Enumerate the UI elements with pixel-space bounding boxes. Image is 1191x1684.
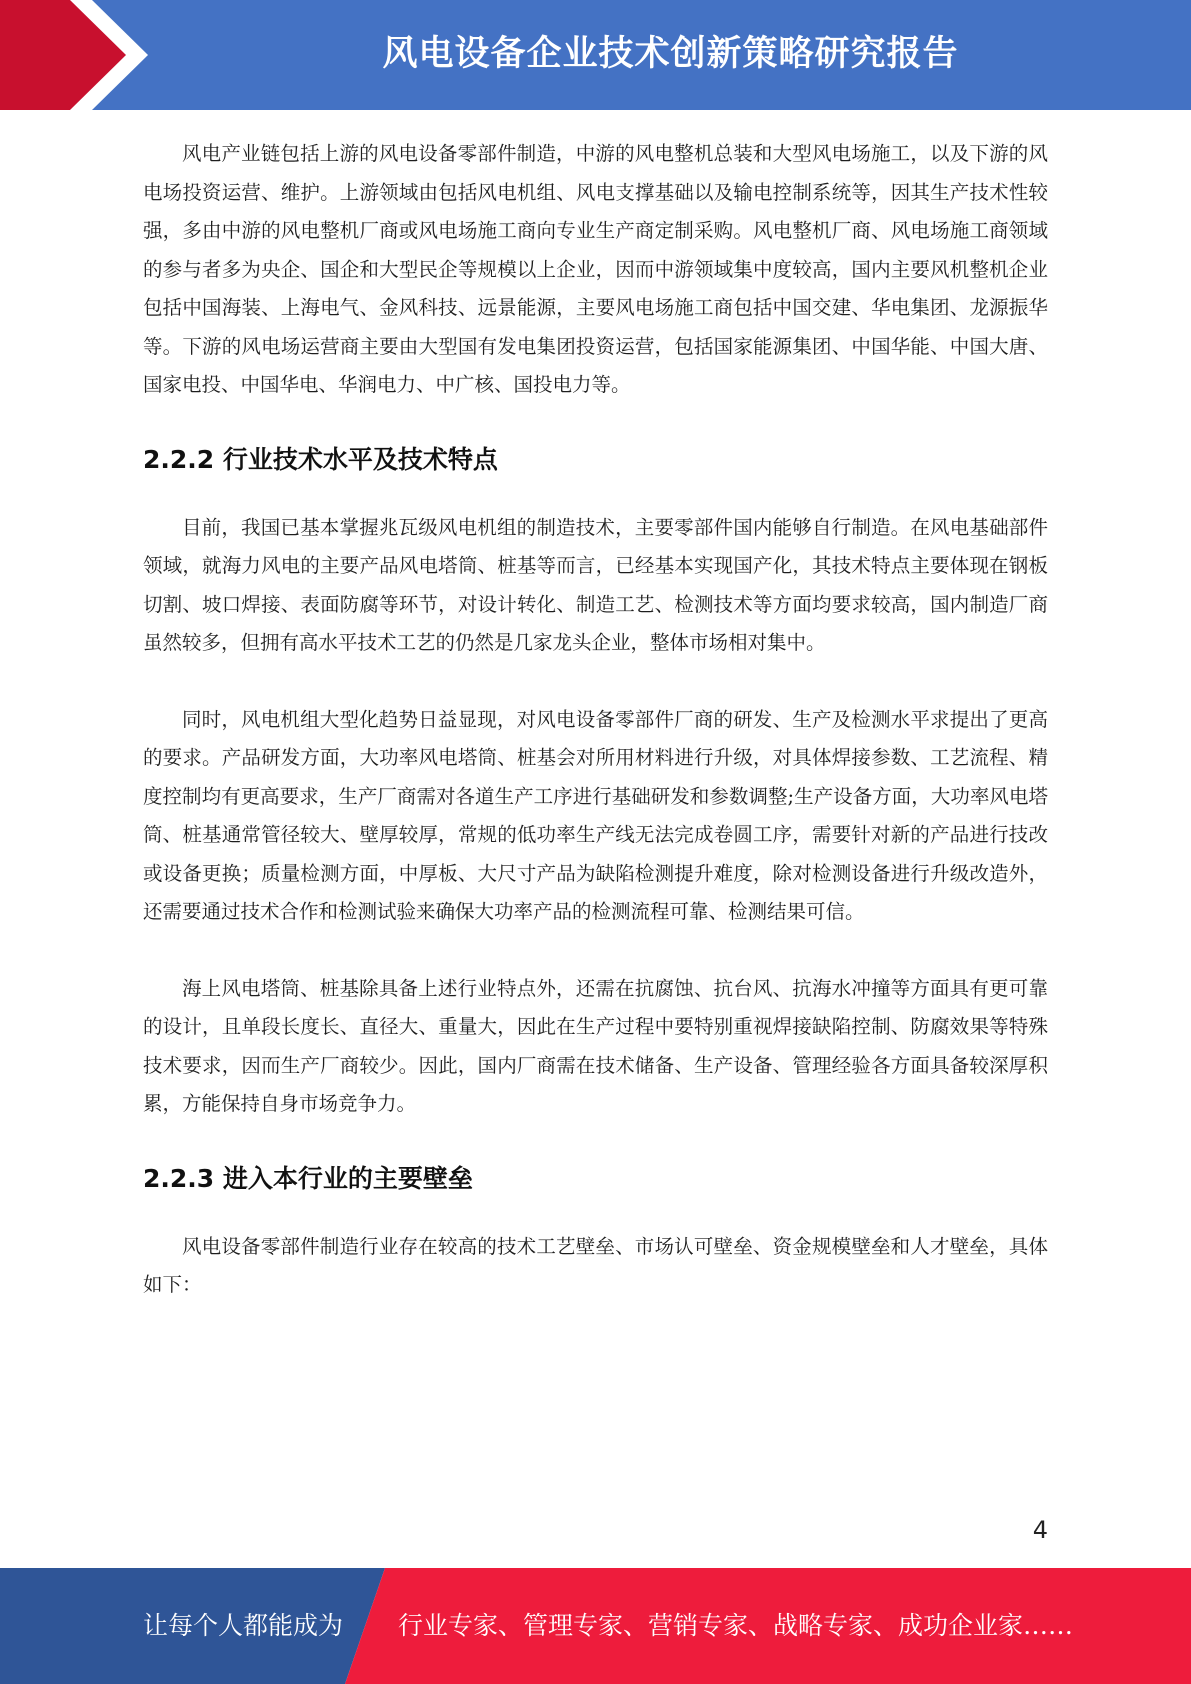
footer-band xyxy=(0,1568,1191,1684)
paragraph-offshore: 海上风电塔筒、桩基除具备上述行业特点外，还需在抗腐蚀、抗台风、抗海水冲撞等方面具有更可靠的设计，且单段长度长、直径大、重量大，因此在生产过程中要特别重视焊接缺陷控制、防腐效果等特殊技术要求，因而生产厂商较少。因此，国内厂商需在技术储备、生产设备、管理经验各方面具备较深厚积累，方能保持自身市场竞争力。 xyxy=(143,976,1048,1115)
paragraph-large-scale-trend: 同时，风电机组大型化趋势日益显现，对风电设备零部件厂商的研发、生产及检测水平求提出了更高的要求。产品研发方面，大功率风电塔筒、桩基会对所用材料进行升级，对具体焊接参数、工艺流程、精度控制均有更高要求，生产厂商需对各道生产工序进行基础研发和参数调整;生产设备方面，大功率风电塔筒、桩基通常管径较大、壁厚较厚，常规的低功率生产线无法完成卷圆工序，需要针对新的产品进行技改或设备更换；质量检测方面，中厚板、大尺寸产品为缺陷检测提升难度，除对检测设备进行升级改造外，还需要通过技术合作和检测试验来确保大功率产品的检测流程可靠、检测结果可信。 xyxy=(143,707,1048,923)
section-heading-2-2-3: 2.2.3 进入本行业的主要壁垒 xyxy=(143,1163,473,1193)
header-arrow-icon xyxy=(0,0,160,110)
paragraph-tech-level: 目前，我国已基本掌握兆瓦级风电机组的制造技术，主要零部件国内能够自行制造。在风电基础部件领域，就海力风电的主要产品风电塔筒、桩基等而言，已经基本实现国产化，其技术特点主要体现在钢板切割、坡口焊接、表面防腐等环节，对设计转化、制造工艺、检测技术等方面均要求较高，国内制造厂商虽然较多，但拥有高水平技术工艺的仍然是几家龙头企业，整体市场相对集中。 xyxy=(143,515,1048,654)
paragraph-industry-chain: 风电产业链包括上游的风电设备零部件制造，中游的风电整机总装和大型风电场施工，以及下游的风电场投资运营、维护。上游领域由包括风电机组、风电支撑基础以及输电控制系统等，因其生产技术性较强，多由中游的风电整机厂商或风电场施工商向专业生产商定制采购。风电整机厂商、风电场施工商领域的参与者多为央企、国企和大型民企等规模以上企业，因而中游领域集中度较高，国内主要风机整机企业包括中国海装、上海电气、金风科技、远景能源，主要风电场施工商包括中国交建、华电集团、龙源振华等。下游的风电场运营商主要由大型国有发电集团投资运营，包括国家能源集团、中国华能、中国大唐、国家电投、中国华电、华润电力、中广核、国投电力等。 xyxy=(143,142,1048,396)
section-heading-2-2-2: 2.2.2 行业技术水平及技术特点 xyxy=(143,444,498,474)
paragraph-barriers: 风电设备零部件制造行业存在较高的技术工艺壁垒、市场认可壁垒、资金规模壁垒和人才壁垒，具体如下： xyxy=(143,1234,1048,1296)
footer-slogan-left: 让每个人都能成为 xyxy=(143,1611,344,1640)
header-band xyxy=(0,0,1191,110)
footer-slogan-right: 行业专家、管理专家、营销专家、战略专家、成功企业家…… xyxy=(398,1611,1074,1640)
page-number: 4 xyxy=(1032,1516,1048,1544)
main-content xyxy=(143,135,1048,1305)
document-title: 风电设备企业技术创新策略研究报告 xyxy=(382,34,959,74)
